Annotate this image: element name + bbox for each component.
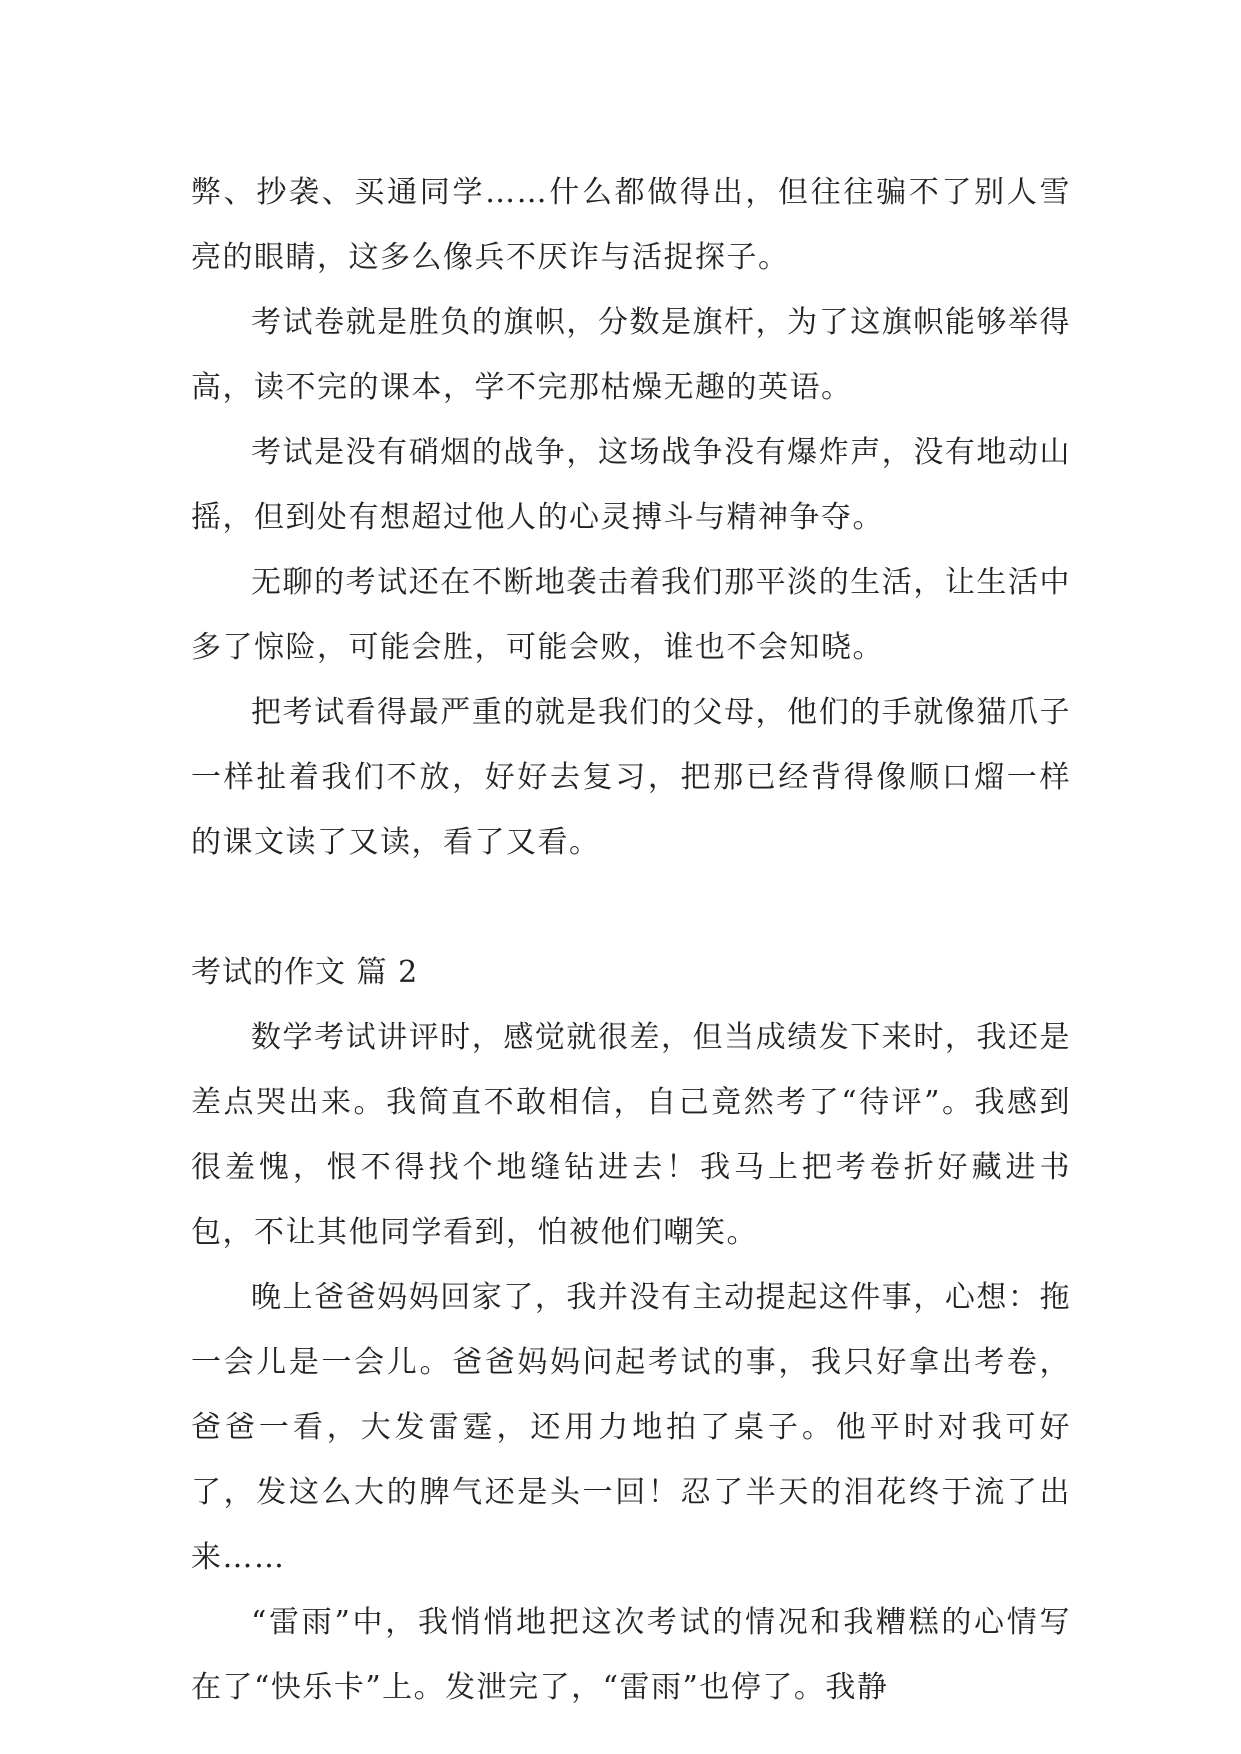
paragraph: 把考试看得最严重的就是我们的父母，他们的手就像猫爪子一样扯着我们不放，好好去复习，把那已经背得像顺口熘一样的课文读了又读，看了又看。: [191, 695, 1071, 860]
paragraph: 数学考试讲评时，感觉就很差，但当成绩发下来时，我还是差点哭出来。我简直不敢相信，自己竟然考了“待评”。我感到很羞愧，恨不得找个地缝钻进去！我马上把考卷折好藏进书包，不让其他同学看到，怕被他们嘲笑。: [191, 1020, 1071, 1250]
paragraph: 晚上爸爸妈妈回家了，我并没有主动提起这件事，心想：拖一会儿是一会儿。爸爸妈妈问起考试的事，我只好拿出考卷，爸爸一看，大发雷霆，还用力地拍了桌子。他平时对我可好了，发这么大的脾气还是头一回！忍了半天的泪花终于流了出来……: [191, 1280, 1071, 1575]
paragraph: 考试是没有硝烟的战争，这场战争没有爆炸声，没有地动山摇，但到处有想超过他人的心灵搏斗与精神争夺。: [191, 435, 1071, 535]
paragraph: 考试卷就是胜负的旗帜，分数是旗杆，为了这旗帜能够举得高，读不完的课本，学不完那枯燥无趣的英语。: [191, 305, 1071, 405]
paragraph: “雷雨”中，我悄悄地把这次考试的情况和我糟糕的心情写在了“快乐卡”上。发泄完了，“雷雨”也停了。我静: [191, 1605, 1071, 1705]
paragraph: 无聊的考试还在不断地袭击着我们那平淡的生活，让生活中多了惊险，可能会胜，可能会败，谁也不会知晓。: [191, 565, 1071, 665]
section-heading: 考试的作文 篇 2: [191, 955, 419, 990]
paragraph-continued: 弊、抄袭、买通同学……什么都做得出，但往往骗不了别人雪亮的眼睛，这多么像兵不厌诈与活捉探子。: [191, 175, 1071, 275]
document-body: [191, 160, 1071, 1720]
